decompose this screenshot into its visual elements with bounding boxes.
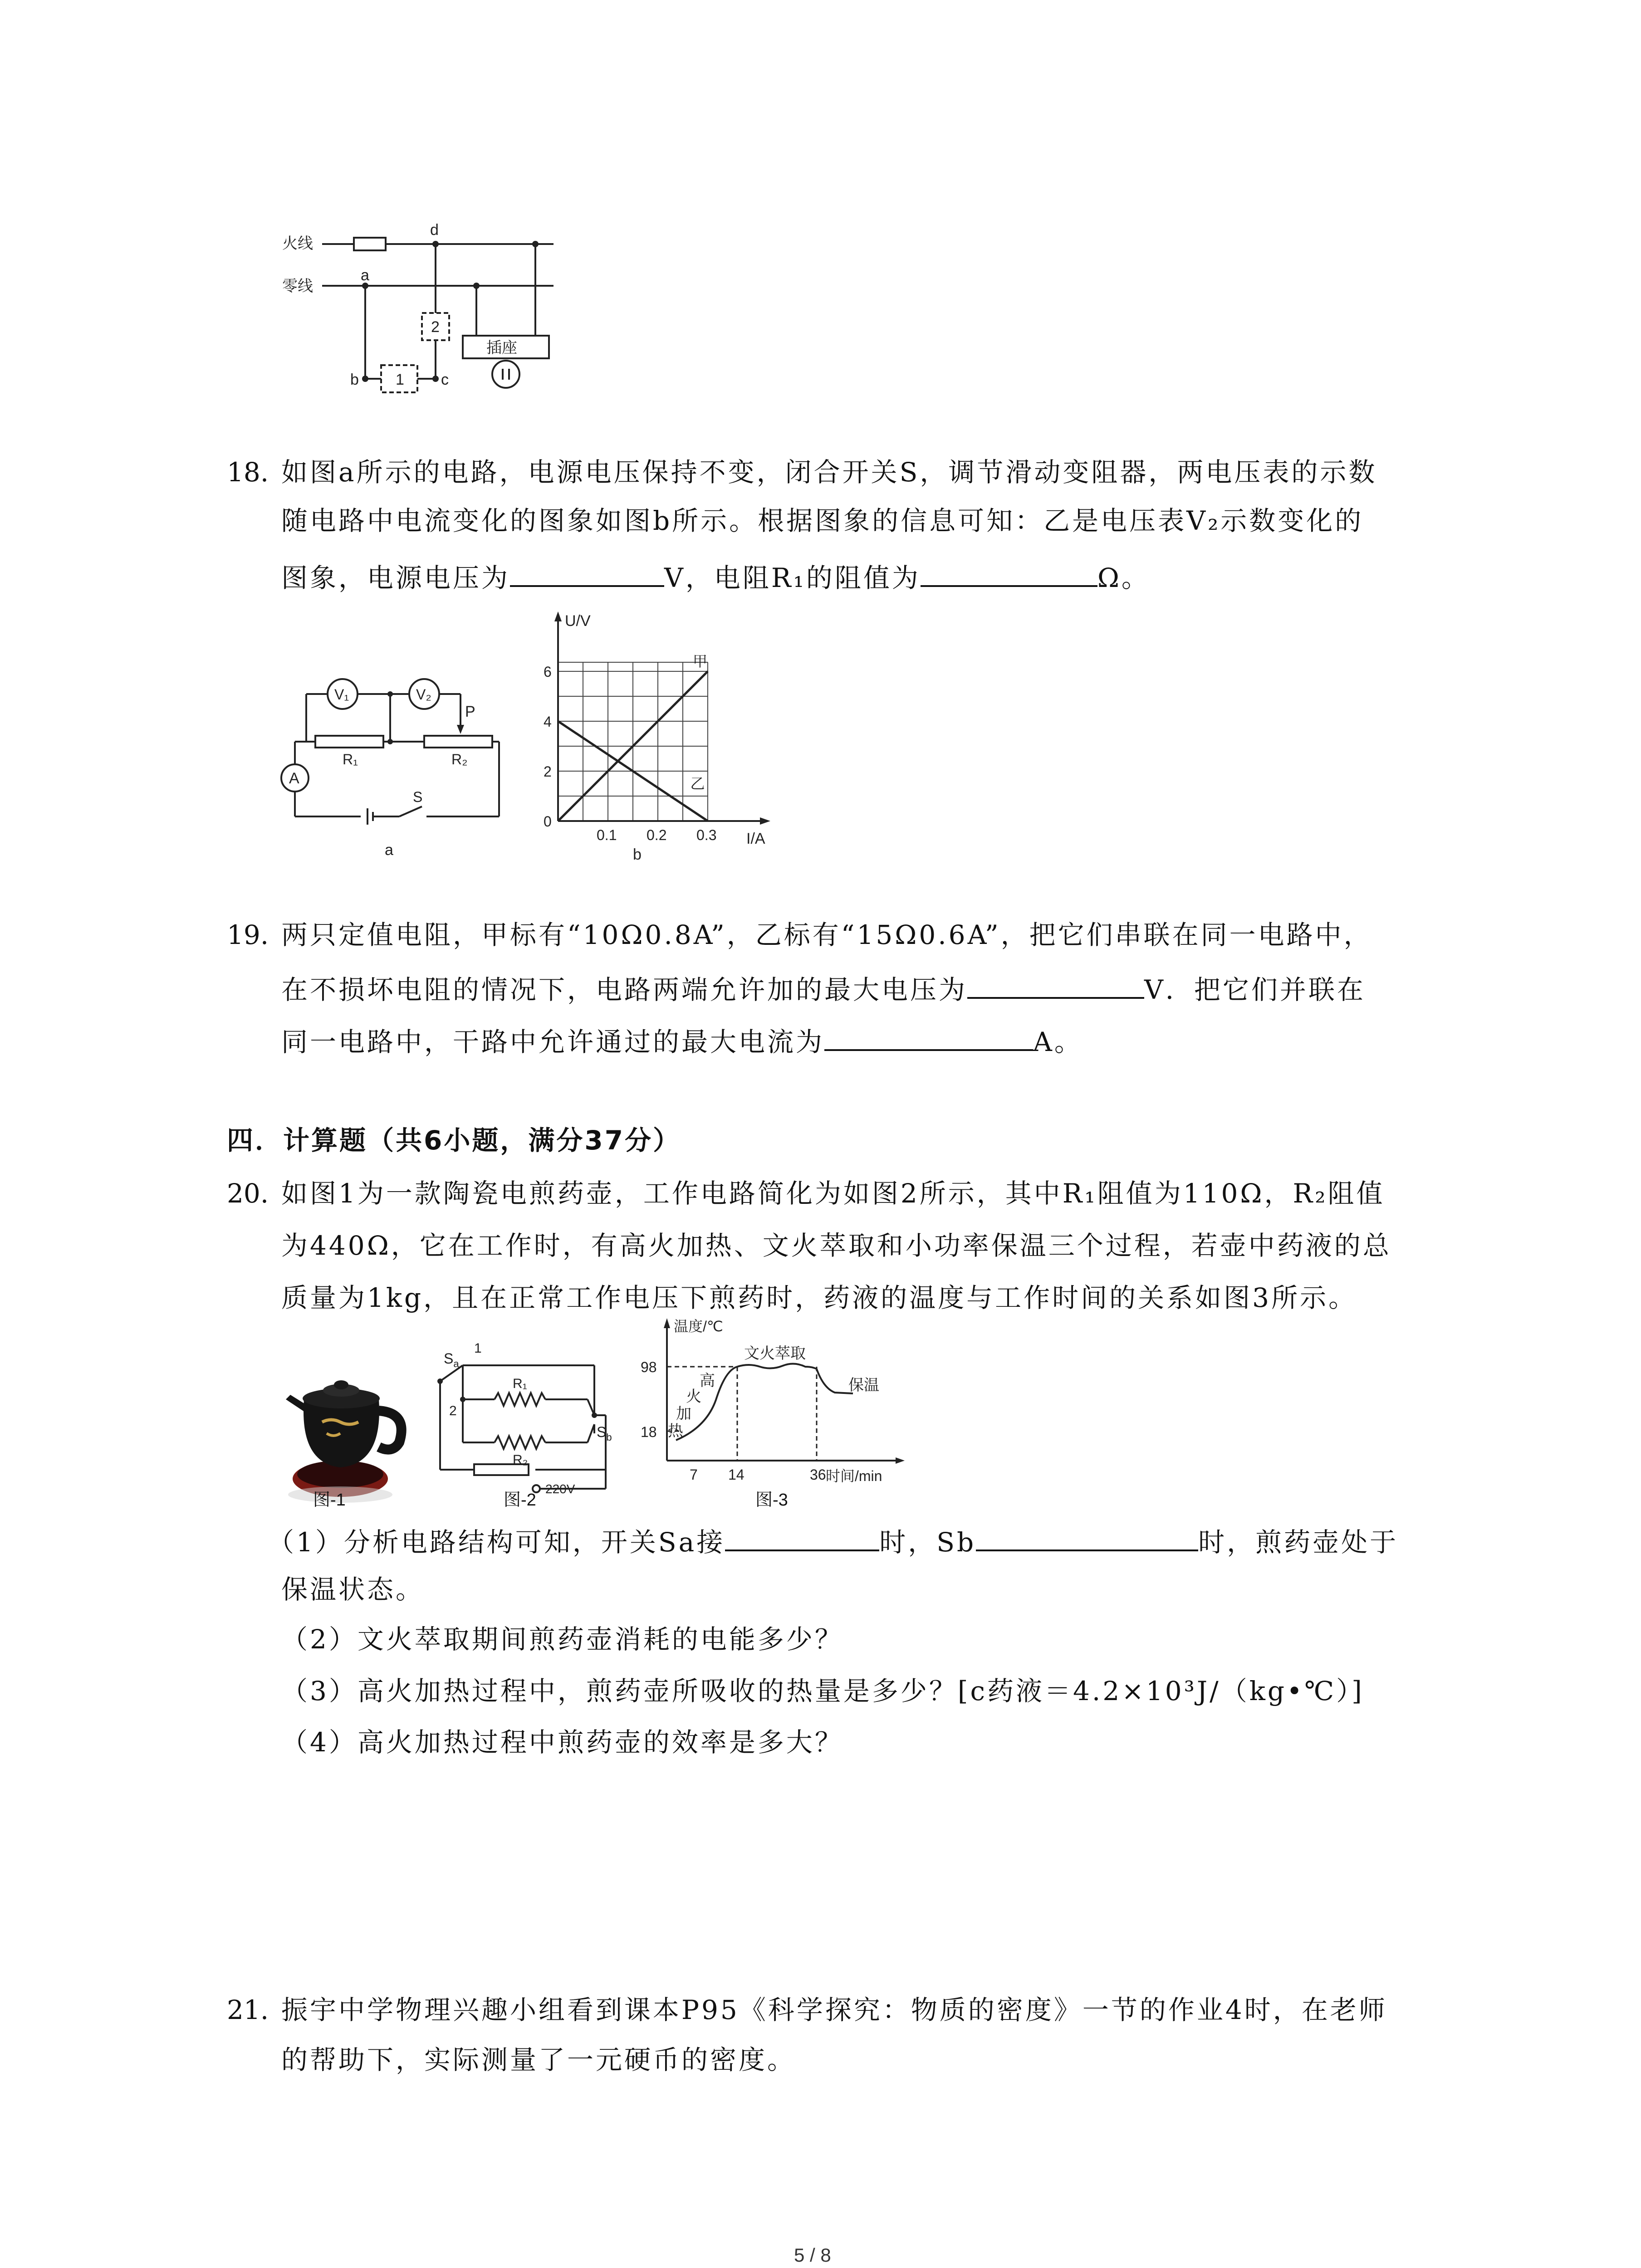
y-tick-label: 0: [544, 813, 552, 830]
label-keep: 保温: [848, 1377, 879, 1394]
node-a: a: [361, 267, 369, 284]
label-neutral: 零线: [282, 278, 313, 295]
q19-text-a: 在不损坏电阻的情况下，电路两端允许加的最大电压为: [281, 974, 968, 1005]
y-axis-label: U/V: [565, 612, 591, 630]
label-fire: 火: [686, 1388, 701, 1405]
r2-label: R₂: [513, 1452, 528, 1467]
q20-part4: （4）高火加热过程中煎药壶的效率是多大？: [281, 1727, 843, 1758]
label-add: 加: [676, 1405, 691, 1422]
fig17-circuit: [272, 218, 572, 404]
q18-number: 18.: [227, 457, 269, 488]
label-heat: 热: [668, 1422, 683, 1440]
x-tick-label: 0.3: [696, 827, 717, 843]
r1-label: R₁: [513, 1376, 527, 1391]
q20-number: 20.: [227, 1178, 269, 1209]
x-tick-label: 0.1: [597, 827, 617, 843]
q20-blank-sb[interactable]: [976, 1523, 1198, 1551]
label-live: 火线: [282, 235, 313, 252]
q20-line2: 为440Ω，它在工作时，有高火加热、文火萃取和小功率保温三个过程，若壶中药液的总: [281, 1230, 1391, 1261]
node2-label: 2: [449, 1403, 457, 1418]
x-tick-label: 0.2: [647, 827, 667, 843]
q19-text-c: 同一电路中，干路中允许通过的最大电流为: [281, 1026, 825, 1057]
q21-line1: 振宇中学物理兴趣小组看到课本P95《科学探究：物质的密度》一节的作业4时，在老师: [281, 1994, 1387, 2025]
q18-blank-resistance[interactable]: [921, 559, 1097, 587]
y-label: 温度/℃: [674, 1318, 723, 1334]
box2-label: 2: [431, 318, 440, 336]
q21-line2: 的帮助下，实际测量了一元硬币的密度。: [281, 2044, 796, 2075]
section-heading: 四．计算题（共6小题，满分37分）: [227, 1125, 681, 1156]
q19-number: 19.: [227, 919, 269, 950]
node-b: b: [350, 371, 359, 388]
q20-part2: （2）文火萃取期间煎药壶消耗的电能多少？: [281, 1624, 843, 1655]
q18-text-b: V，电阻R₁的阻值为: [664, 562, 921, 593]
box1-label: 1: [396, 371, 404, 388]
fig2-caption: 图-2: [504, 1491, 536, 1510]
q18-circuit-a: [277, 667, 513, 866]
fig3-temperature-graph: [631, 1311, 930, 1492]
ammeter-label: A: [289, 770, 299, 787]
q20-part3: （3）高火加热过程中，煎药壶所吸收的热量是多少？[c药液＝4.2×10³J/（kg•℃）]: [281, 1676, 1364, 1706]
p-label: P: [465, 703, 475, 720]
q18-line1: 如图a所示的电路，电源电压保持不变，闭合开关S，调节滑动变阻器，两电压表的示数: [281, 457, 1377, 488]
r1-label: R₁: [343, 751, 358, 767]
y-tick-label: 2: [544, 763, 552, 780]
fig1-caption: 图-1: [313, 1491, 346, 1510]
q18-line2: 随电路中电流变化的图象如图b所示。根据图象的信息可知：乙是电压表V₂示数变化的: [281, 505, 1364, 536]
node-d: d: [430, 221, 439, 239]
label-extract: 文火萃取: [744, 1345, 806, 1362]
q19-blank-current[interactable]: [824, 1023, 1033, 1051]
q19-text-d: A。: [1033, 1026, 1083, 1057]
q19-text-b: V．把它们并联在: [1144, 974, 1366, 1005]
node1-label: 1: [474, 1341, 482, 1356]
q20-p1-c: 时，煎药壶处于: [1198, 1527, 1399, 1558]
q21-number: 21.: [227, 1994, 269, 2025]
y-tick-label: 4: [544, 714, 552, 730]
caption-b: b: [633, 846, 642, 863]
label-high: 高: [700, 1372, 715, 1389]
q18-graph-b: [526, 608, 798, 871]
caption-a: a: [385, 841, 393, 859]
voltage-label: 220V: [545, 1482, 575, 1496]
switch-label: S: [413, 789, 423, 805]
q20-blank-sa[interactable]: [725, 1523, 879, 1551]
q18-text-a: 图象，电源电压为: [281, 562, 510, 593]
series-label-1: 甲: [693, 653, 708, 670]
x-axis-label: I/A: [746, 830, 765, 847]
q20-p1-a: （1）分析电路结构可知，开关Sa接: [268, 1527, 725, 1558]
x-label: 时间/min: [826, 1468, 882, 1484]
q18-line3: [281, 559, 1150, 594]
y-tick-label: 6: [544, 664, 552, 680]
fig3-caption: 图-3: [755, 1491, 788, 1510]
q20-line1: 如图1为一款陶瓷电煎药壶，工作电路简化为如图2所示，其中R₁阻值为110Ω，R₂阻值: [281, 1178, 1385, 1209]
y98: 98: [641, 1359, 657, 1375]
q20-line3: 质量为1kg，且在正常工作电压下煎药时，药液的温度与工作时间的关系如图3所示。: [281, 1282, 1357, 1313]
page-number: 5 / 8: [794, 2244, 831, 2266]
q19-line1: 两只定值电阻，甲标有“10Ω0.8A”，乙标有“15Ω0.6A”，把它们串联在同一电路中，: [281, 919, 1372, 950]
socket-label: 插座: [486, 339, 517, 357]
sa-label: $S_a$: [444, 1350, 459, 1369]
q18-blank-voltage[interactable]: [510, 559, 664, 587]
node-c: c: [441, 371, 449, 388]
r2-label: R₂: [451, 751, 468, 767]
x14: 14: [728, 1466, 745, 1483]
sb-label: $S_b$: [597, 1424, 612, 1443]
q20-p1-b: 时，Sb: [879, 1527, 976, 1558]
q19-blank-voltage[interactable]: [967, 971, 1144, 999]
q20-part1-cont: 保温状态。: [281, 1574, 425, 1605]
v1-label: V₁: [334, 686, 349, 703]
x36: 36: [810, 1466, 826, 1483]
q20-part1: [268, 1523, 1398, 1559]
q18-text-c: Ω。: [1097, 562, 1150, 593]
v2-label: V₂: [416, 686, 431, 703]
y18: 18: [641, 1424, 657, 1440]
q19-line2: [281, 971, 1366, 1006]
x7: 7: [690, 1466, 698, 1483]
fig2-circuit: [431, 1329, 612, 1501]
q19-line3: [281, 1023, 1083, 1058]
series-label-2: 乙: [690, 775, 705, 792]
